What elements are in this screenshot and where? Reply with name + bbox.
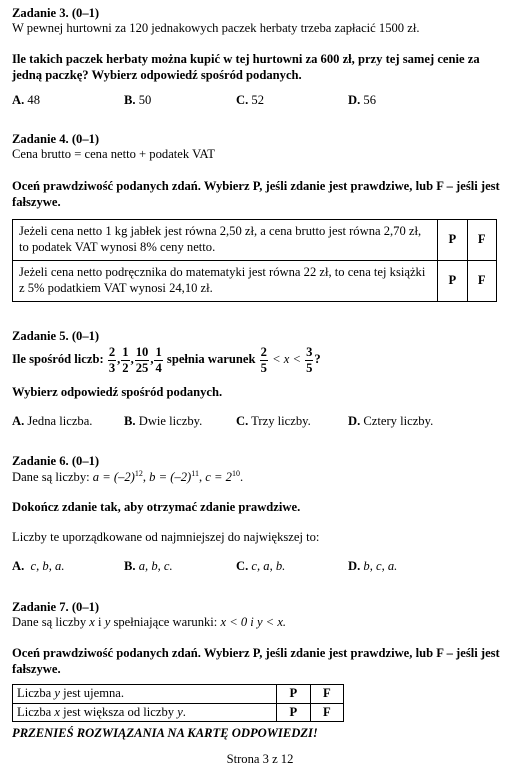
z5-fraction: $\frac{1}{2}$	[122, 344, 129, 375]
z5-option-a[interactable]: A. Jedna liczba.	[12, 414, 93, 428]
z5-options	[12, 414, 508, 430]
z3-question: Ile takich paczek herbaty można kupić w tej hurtowni za 600 zł, przy tej samej cenie za jedną paczkę? Wybierz odpowiedź spośród podanych.	[12, 52, 480, 83]
z3-option-a[interactable]: A. 48	[12, 93, 40, 107]
z3-option-c[interactable]: C. 52	[236, 93, 264, 107]
z5-option-c[interactable]: C. Trzy liczby.	[236, 414, 311, 428]
z4-instruction: Oceń prawdziwość podanych zdań. Wybierz P, jeśli zdanie jest prawdziwe, lub F – jeśli jest fałszywe.	[12, 179, 500, 210]
z5-fraction: $\frac{2}{3}$	[108, 344, 116, 375]
z4-table	[12, 219, 497, 302]
z4-row	[13, 261, 497, 302]
z7-row2-p[interactable]: P	[277, 703, 310, 722]
z7-row	[13, 685, 344, 704]
z6-numbers: Dane są liczby: $a = (-2)^{12}$, $b = (-2)^{11}$, $c = 2^{10}$.	[12, 469, 244, 485]
page-footer: Strona 3 z 12	[226, 752, 294, 766]
z3-title: Zadanie 3. (0–1)	[12, 6, 100, 20]
z5-option-d[interactable]: D. Cztery liczby.	[348, 414, 434, 428]
z7-row1-p[interactable]: P	[277, 685, 310, 704]
z5-title: Zadanie 5. (0–1)	[12, 329, 100, 343]
z5-option-b[interactable]: B. Dwie liczby.	[124, 414, 203, 428]
z7-row	[13, 703, 344, 722]
z5-q-prefix: Ile spośród liczb:	[12, 352, 104, 367]
z5-q-mid: spełnia warunek	[166, 352, 256, 367]
z4-row2-p[interactable]: P	[438, 261, 467, 302]
z5-fraction: $\frac{1}{4}$	[155, 344, 162, 375]
z6-option-d[interactable]: D. b, c, a.	[348, 559, 398, 573]
z6-option-a[interactable]: A. c, b, a.	[12, 559, 65, 573]
z7-instruction: Oceń prawdziwość podanych zdań. Wybierz P, jeśli zdanie jest prawdziwe, lub F – jeśli jest fałszywe.	[12, 646, 500, 677]
z3-text: W pewnej hurtowni za 120 jednakowych paczek herbaty trzeba zapłacić 1500 zł.	[12, 21, 420, 35]
z4-statement: Jeżeli cena netto 1 kg jabłek jest równa 2,50 zł, a cena brutto jest równa 2,70 zł, to podatek VAT wynosi 8% ceny netto.	[13, 220, 438, 261]
z6-option-b[interactable]: B. a, b, c.	[124, 559, 173, 573]
z7-table	[12, 684, 344, 722]
z4-title: Zadanie 4. (0–1)	[12, 132, 100, 146]
z6-b: b = (–2)	[149, 470, 192, 485]
z5-instruction: Wybierz odpowiedź spośród podanych.	[12, 385, 223, 399]
z7-row2-f[interactable]: F	[310, 703, 343, 722]
z6-options	[12, 559, 508, 575]
z7-statement: Liczba y jest ujemna.	[13, 685, 277, 704]
z6-option-c[interactable]: C. c, a, b.	[236, 559, 286, 573]
z3-option-b[interactable]: B. 50	[124, 93, 152, 107]
z6-text: Liczby te uporządkowane od najmniejszej do największej to:	[12, 530, 320, 544]
z6-instruction: Dokończ zdanie tak, aby otrzymać zdanie prawdziwe.	[12, 500, 301, 514]
z6-intro: Dane są liczby:	[12, 470, 90, 485]
z7-title: Zadanie 7. (0–1)	[12, 600, 100, 614]
z7-row1-f[interactable]: F	[310, 685, 343, 704]
transfer-note: PRZENIEŚ ROZWIĄZANIA NA KARTĘ ODPOWIEDZI!	[12, 726, 318, 740]
z4-row2-f[interactable]: F	[467, 261, 496, 302]
z4-row1-f[interactable]: F	[467, 220, 496, 261]
z7-statement: Liczba x jest większa od liczby y.	[13, 703, 277, 722]
z4-statement: Jeżeli cena netto podręcznika do matematyki jest równa 22 zł, to cena tej książki z 5% podatkiem VAT wynosi 24,10 zł.	[13, 261, 438, 302]
z6-title: Zadanie 6. (0–1)	[12, 454, 100, 468]
z5-cond-var: < x <	[272, 352, 301, 367]
z4-text: Cena brutto = cena netto + podatek VAT	[12, 147, 215, 161]
z4-row	[13, 220, 497, 261]
z7-text: Dane są liczby x i y spełniające warunki: x < 0 i y < x.	[12, 615, 287, 629]
z4-row1-p[interactable]: P	[438, 220, 467, 261]
z5-cond-right: $\frac{3}{5}$	[306, 344, 313, 375]
z5-q-end: ?	[314, 352, 321, 367]
z5-fraction: $\frac{10}{25}$	[135, 344, 149, 375]
z3-options	[12, 93, 508, 109]
z5-question: Ile spośród liczb: $\frac{2}{3}$ , $\frac{1}{2}$ , $\frac{10}{25}$ , $\frac{1}{4}$ spełnia warunek $\frac{2}{5}$ < x < $\frac{3}{5}$ ?	[12, 344, 321, 375]
z3-option-d[interactable]: D. 56	[348, 93, 376, 107]
z6-c: c = 2	[205, 470, 232, 485]
z6-a: a = (–2)	[92, 470, 135, 485]
z5-cond-left: $\frac{2}{5}$	[260, 344, 267, 375]
